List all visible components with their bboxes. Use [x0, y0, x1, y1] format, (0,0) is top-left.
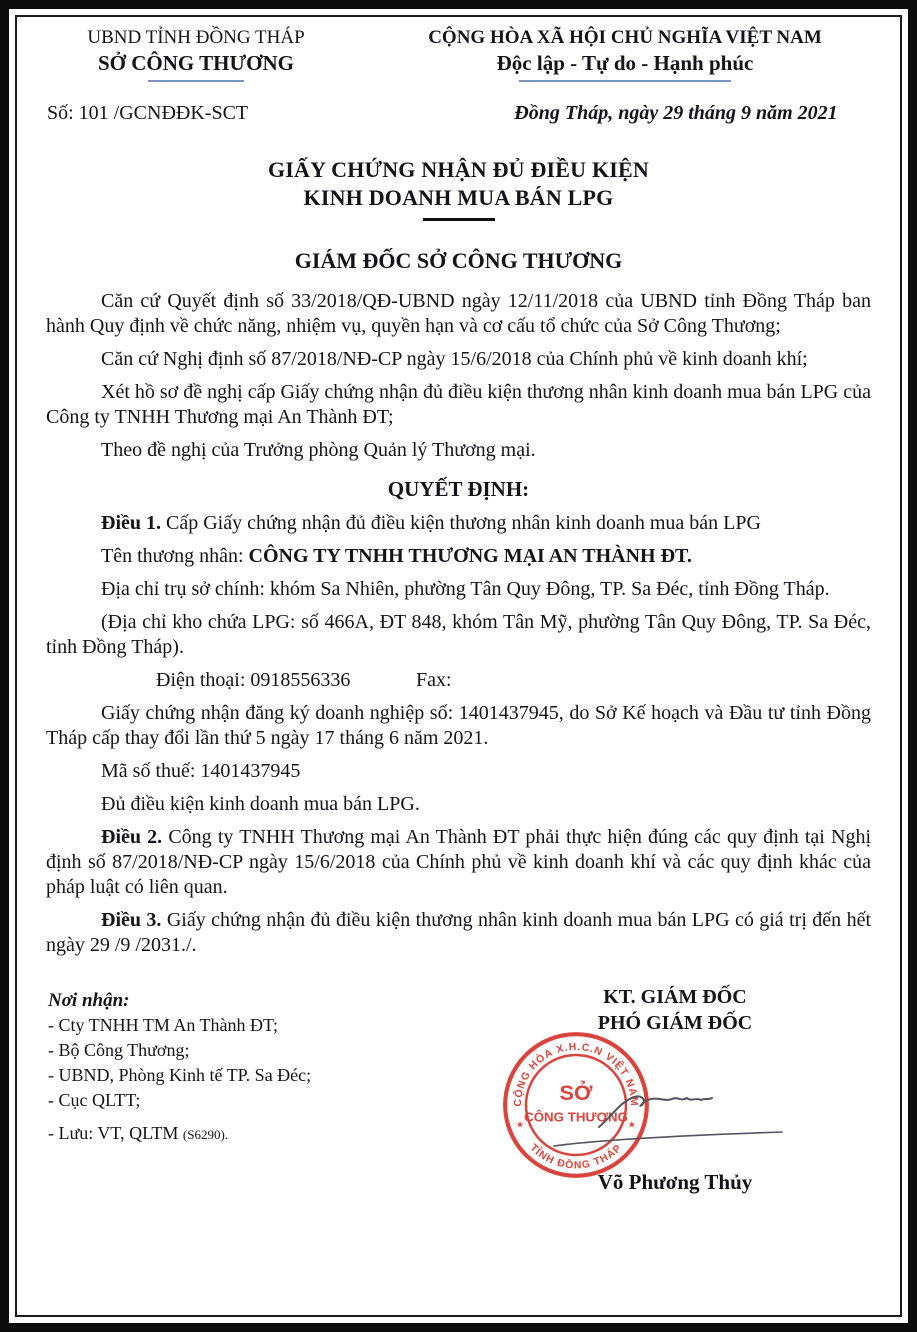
stamp-center-line-1: SỞ	[559, 1080, 593, 1105]
motto-underline	[519, 80, 731, 82]
preamble-paragraph-1: Căn cứ Quyết định số 33/2018/QĐ-UBND ngày 12/11/2018 của UBND tỉnh Đồng Tháp ban hành Quy định về chức năng, nhiệm vụ, quyền hạn và cơ cấu tổ chức của Sở Công Thương;	[46, 290, 871, 337]
article-2	[46, 825, 871, 900]
tax-code-line: Mã số thuế: 1401437945	[101, 760, 301, 782]
head-office-address: Địa chỉ trụ sở chính: khóm Sa Nhiên, phường Tân Quy Đông, TP. Sa Đéc, tỉnh Đồng Tháp.	[101, 578, 830, 600]
stamp-bottom-text: TỈNH ĐỒNG THÁP	[527, 1142, 625, 1172]
recipients-label: Nơi nhận:	[48, 990, 130, 1011]
phone-value: Điện thoại: 0918556336	[156, 669, 351, 691]
national-title: CỘNG HÒA XÃ HỘI CHỦ NGHĨA VIỆT NAM	[428, 27, 822, 48]
eligibility-line: Đủ điều kiện kinh doanh mua bán LPG.	[101, 793, 420, 815]
document-title	[46, 156, 871, 221]
archive-code: (S6290).	[182, 1127, 229, 1142]
document-header	[46, 26, 871, 86]
preamble-paragraph-4: Theo đề nghị của Trưởng phòng Quản lý Thương mại.	[101, 439, 536, 461]
preamble-paragraph-3: Xét hồ sơ đề nghị cấp Giấy chứng nhận đủ điều kiện thương nhân kinh doanh mua bán LPG của Công ty TNHH Thương mại An Thành ĐT;	[46, 381, 871, 428]
recipient-item: - Cục QLTT;	[48, 1090, 141, 1110]
article-3	[46, 908, 871, 958]
signature-area	[544, 1072, 794, 1157]
recipient-archive-line	[48, 1121, 311, 1147]
business-registration-line: Giấy chứng nhận đăng ký doanh nghiệp số: 1401437945, do Sở Kế hoạch và Đầu tư tỉnh Đồng Tháp cấp thay đổi lần thứ 5 ngày 17 tháng 6 năm 2021.	[46, 702, 871, 749]
recipient-item: - Cty TNHH TM An Thành ĐT;	[48, 1015, 279, 1035]
stamp-center-line-2: CÔNG THƯƠNG	[524, 1109, 628, 1125]
number-date-row	[46, 102, 871, 132]
article-1-label: Điều 1.	[101, 512, 161, 534]
document-footer	[46, 972, 871, 1234]
article-2-label: Điều 2.	[101, 826, 163, 848]
article-3-label: Điều 3.	[101, 909, 162, 931]
signature-icon	[544, 1072, 794, 1157]
recipients-block	[48, 988, 311, 1147]
article-2-text: Công ty TNHH Thương mại An Thành ĐT phải thực hiện đúng các quy định tại Nghị định số 87/2018/NĐ-CP ngày 15/6/2018 của Chính phủ về kinh doanh khí và các quy định khác của pháp luật có liên quan.	[46, 826, 872, 898]
article-1-text: Cấp Giấy chứng nhận đủ điều kiện thương nhân kinh doanh mua bán LPG	[166, 512, 761, 534]
org-name: SỞ CÔNG THƯƠNG	[97, 51, 295, 75]
title-line-2: KINH DOANH MUA BÁN LPG	[303, 185, 614, 210]
place-and-date: Đồng Tháp, ngày 29 tháng 9 năm 2021	[514, 102, 838, 124]
issuer-heading: GIÁM ĐỐC SỞ CÔNG THƯƠNG	[294, 248, 623, 273]
signer-title-2: PHÓ GIÁM ĐỐC	[597, 1012, 753, 1034]
issuing-org-block	[46, 26, 346, 82]
preamble-paragraph-2: Căn cứ Nghị định số 87/2018/NĐ-CP ngày 15/6/2018 của Chính phủ về kinh doanh khí;	[101, 348, 808, 370]
fax-label: Fax:	[416, 669, 452, 691]
signer-name: Võ Phương Thủy	[597, 1170, 753, 1194]
title-separator	[423, 218, 495, 221]
org-parent-name: UBND TỈNH ĐỒNG THÁP	[87, 27, 305, 48]
signer-title-block	[510, 984, 840, 1036]
trader-name-value: CÔNG TY TNHH THƯƠNG MẠI AN THÀNH ĐT.	[248, 545, 692, 567]
national-motto-block	[376, 26, 874, 82]
national-motto: Độc lập - Tự do - Hạnh phúc	[496, 51, 754, 75]
warehouse-address: (Địa chỉ kho chứa LPG: số 466A, ĐT 848, khóm Tân Mỹ, phường Tân Quy Đông, TP. Sa Đéc, tỉnh Đồng Tháp).	[46, 611, 871, 658]
article-3-text: Giấy chứng nhận đủ điều kiện thương nhân kinh doanh mua bán LPG có giá trị đến hết ngày 29 /9 /2031./.	[46, 909, 872, 956]
stamp-star-right-icon: ★	[627, 1119, 636, 1130]
trader-name-line	[46, 544, 871, 569]
signer-title-1: KT. GIÁM ĐỐC	[603, 986, 747, 1008]
decision-heading: QUYẾT ĐỊNH:	[387, 477, 530, 501]
phone-fax-line	[46, 668, 871, 693]
title-line-1: GIẤY CHỨNG NHẬN ĐỦ ĐIỀU KIỆN	[267, 157, 650, 182]
document-number: Số: 101 /GCNĐĐK-SCT	[47, 102, 249, 124]
recipient-item: - UBND, Phòng Kinh tế TP. Sa Đéc;	[48, 1065, 312, 1085]
archive-prefix: - Lưu: VT, QLTM	[48, 1123, 183, 1143]
stamp-star-left-icon: ★	[516, 1119, 525, 1130]
article-1	[46, 511, 871, 536]
org-underline	[148, 80, 244, 82]
trader-name-label: Tên thương nhân:	[101, 545, 249, 567]
recipient-item: - Bộ Công Thương;	[48, 1040, 190, 1060]
stamp-top-text: CỘNG HÒA X.H.C.N VIỆT NAM	[512, 1041, 640, 1107]
